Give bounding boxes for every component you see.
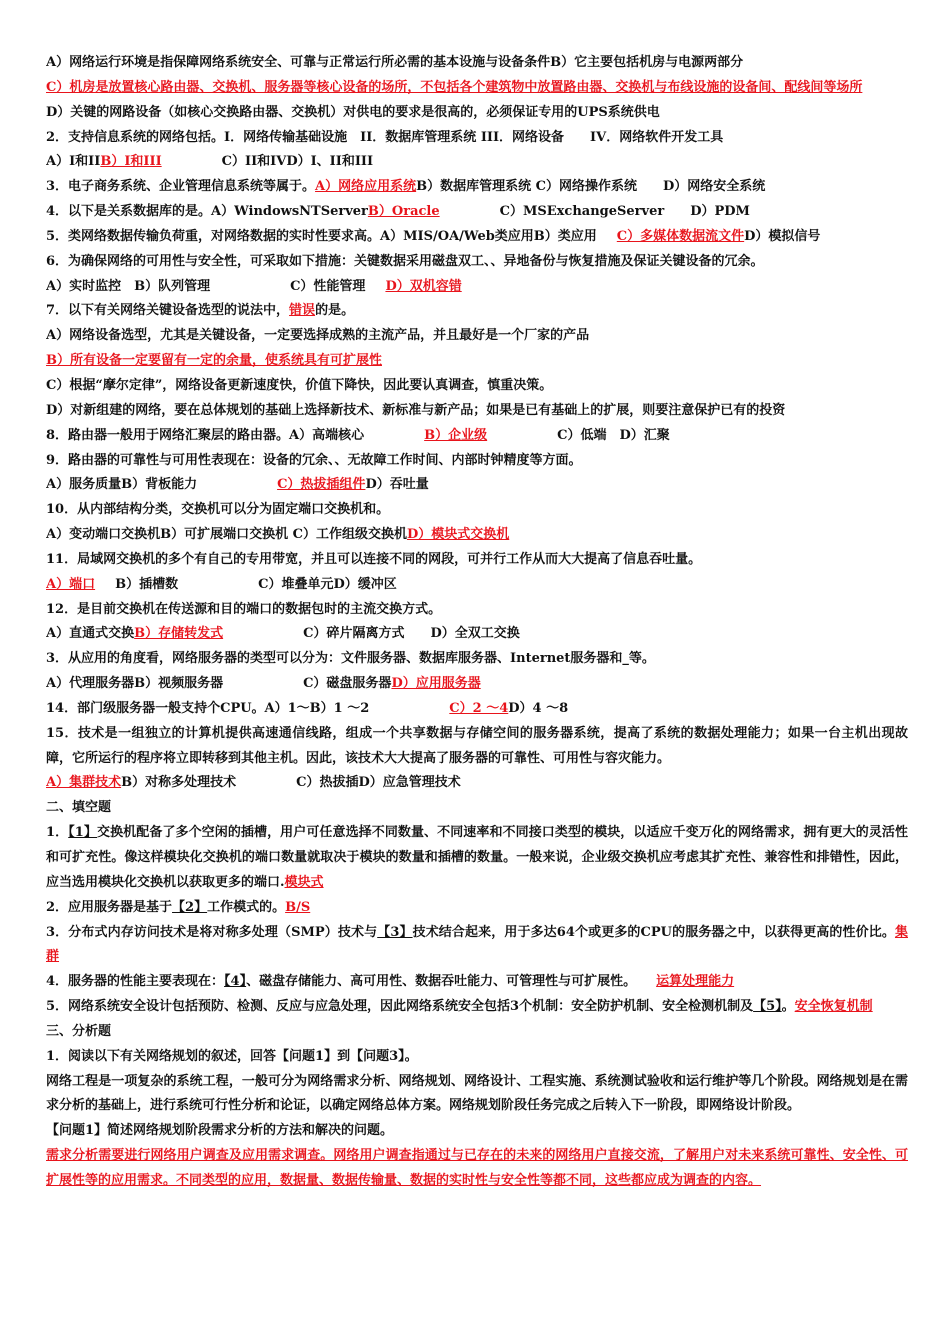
blank-4: 【4】 (224, 974, 247, 990)
fill-2: 2．应用服务器是基于【2】工作模式的。B/S (46, 899, 311, 915)
q2-options: A）Ⅰ和IIB）Ⅰ和III C）II和IVD）Ⅰ、II和III (46, 154, 374, 170)
blank-1: 【1】 (68, 825, 98, 841)
fill-4: 4．服务器的性能主要表现在：【4】、磁盘存储能力、高可用性、数据吞吐能力、可管理性与可扩展性。 运算处理能力 (46, 974, 735, 990)
q7-option-d: D）对新组建的网络，要在总体规划的基础上选择新技术、新标准与新产品；如果是已有基础上的扩展，则要注意保护已有的投资 (46, 402, 786, 418)
q4: 4．以下是关系数据库的是。A）WindowsNTServerB）Oracle C）MSExchangeServer D）PDM (46, 204, 750, 220)
q14: 14．部门级服务器一般支持个CPU。A）1～B）1 ～2 C）2 ～4D）4 ～8 (46, 700, 569, 716)
section-fill-in-title: 二、填空题 (46, 800, 112, 816)
q6-stem: 6．为确保网络的可用性与安全性，可采取如下措施：关键数据采用磁盘双工、、异地备份与恢复措施及保证关键设备的冗余。 (46, 253, 764, 269)
q13-answer: D）应用服务器 (391, 676, 481, 692)
q5: 5．类网络数据传输负荷重，对网络数据的实时性要求高。A）MIS/OA/Web类应用B）类应用 C）多媒体数据流文件D）模拟信号 (46, 228, 821, 244)
q9-answer: C）热拔插组件 (277, 477, 366, 493)
q6-answer: D）双机容错 (385, 278, 462, 294)
q7-option-c: C）根据“摩尔定律”，网络设备更新速度快，价值下降快，因此要认真调查，慎重决策。 (46, 377, 553, 393)
q4-answer: B）Oracle (367, 204, 440, 220)
q7-option-b-answer: B）所有设备一定要留有一定的余量，使系统具有可扩展性 (46, 353, 382, 369)
q12-answer: B）存储转发式 (134, 626, 224, 642)
q1-option-ab: A）网络运行环境是指保障网络系统安全、可靠与正常运行所必需的基本设施与设备条件B）它主要包括机房与电源两部分 (46, 55, 744, 70)
q10-stem: 10．从内部结构分类，交换机可以分为固定端口交换机和。 (46, 502, 390, 518)
q12-options: A）直通式交换B）存储转发式 C）碎片隔离方式 D）全双工交换 (46, 626, 520, 642)
q11-options: A）端口 B）插槽数 C）堆叠单元D）缓冲区 (46, 576, 397, 592)
q12-stem: 12．是目前交换机在传送源和目的端口的数据包时的主流交换方式。 (46, 601, 442, 617)
fill-5: 5．网络系统安全设计包括预防、检测、反应与应急处理，因此网络系统安全包括3个机制：安全防护机制、安全检测机制及【5】。安全恢复机制 (46, 999, 873, 1015)
q7-stem: 7．以下有关网络关键设备选型的说法中，错误的是。 (46, 303, 355, 319)
q3: 3．电子商务系统、企业管理信息系统等属于。A）网络应用系统B）数据库管理系统 C）网络操作系统 D）网络安全系统 (46, 179, 766, 195)
fill-1: 1．【1】交换机配备了多个空闲的插槽，用户可任意选择不同数量、不同速率和不同接口类型的模块，以适应千变万化的网络需求，拥有更大的灵活性和可扩充性。像这样模块化交换机的端口数量就取决于模块的数量和插槽的数量。一般来说，企业级交换机应考虑其扩充性、兼容性和排错性，因此，应当选用模块化交换机以获取更多的端口.模块式 (46, 825, 908, 890)
q7-option-a: A）网络设备选型，尤其是关键设备，一定要选择成熟的主流产品，并且最好是一个厂家的产品 (46, 328, 590, 344)
q3-answer: A）网络应用系统 (315, 179, 417, 195)
q10-answer: D）模块式交换机 (406, 527, 510, 543)
q5-answer: C）多媒体数据流文件 (616, 228, 745, 244)
blank-5: 【5】 (753, 999, 782, 1015)
q7-keyword: 错误 (289, 303, 316, 319)
q11-stem: 11．局域网交换机的多个有自己的专用带宽，并且可以连接不同的网段，可并行工作从而大大提高了信息吞吐量。 (46, 551, 702, 567)
q15-options: A）集群技术B）对称多处理技术 C）热拔插D）应急管理技术 (46, 775, 461, 791)
fill-1-answer: 模块式 (284, 874, 324, 890)
q9-stem: 9．路由器的可靠性与可用性表现在：设备的冗余、、无故障工作时间、内部时钟精度等方面。 (46, 452, 582, 468)
q15-answer: A）集群技术 (46, 775, 122, 791)
fill-2-answer: B/S (285, 899, 311, 915)
q13-options: A）代理服务器B）视频服务器 C）磁盘服务器D）应用服务器 (46, 676, 481, 692)
fill-5-answer: 安全恢复机制 (794, 999, 873, 1015)
analysis-1-question-1: 【问题1】简述网络规划阶段需求分析的方法和解决的问题。 (46, 1123, 394, 1139)
q2-stem: 2．支持信息系统的网络包括。Ⅰ．网络传输基础设施 II．数据库管理系统 III．网络设备 IV．网络软件开发工具 (46, 129, 724, 145)
q10-options: A）变动端口交换机B）可扩展端口交换机 C）工作组级交换机D）模块式交换机 (46, 527, 510, 543)
q11-answer: A）端口 (46, 576, 96, 592)
q1-option-d: D）关键的网路设备（如核心交换路由器、交换机）对供电的要求是很高的，必须保证专用的UPS系统供电 (46, 104, 660, 120)
q1-option-c-answer: C）机房是放置核心路由器、交换机、服务器等核心设备的场所，不包括各个建筑物中放置路由器、交换机与布线设施的设备间、配线间等场所 (46, 79, 863, 95)
blank-2: 【2】 (172, 899, 208, 915)
document-page (46, 51, 908, 1194)
q6-options: A）实时监控 B）队列管理 C）性能管理 D）双机容错 (46, 278, 462, 294)
q13-stem: 3．从应用的角度看，网络服务器的类型可以分为：文件服务器、数据库服务器、Internet服务器和_等。 (46, 651, 655, 667)
q14-answer: C）2 ～4 (449, 700, 509, 716)
fill-3-answer: 集群 (46, 924, 908, 965)
analysis-1-context: 网络工程是一项复杂的系统工程，一般可分为网络需求分析、网络规划、网络设计、工程实施、系统测试验收和运行维护等几个阶段。网络规划是在需求分析的基础上，进行系统可行性分析和论证，以确定网络总体方案。网络规划阶段任务完成之后转入下一阶段，即网络设计阶段。 (46, 1073, 908, 1114)
q8: 8．路由器一般用于网络汇聚层的路由器。A）高端核心 B）企业级 C）低端 D）汇聚 (46, 427, 670, 443)
section-analysis-title: 三、分析题 (46, 1023, 112, 1039)
q8-answer: B）企业级 (424, 427, 488, 443)
blank-3: 【3】 (377, 924, 413, 940)
analysis-1-answer-1: 需求分析需要进行网络用户调查及应用需求调查。网络用户调查指通过与已存在的未来的网络用户直接交流，了解用户对未来系统可靠性、安全性、可扩展性等的应用需求。不同类型的应用，数据量、数据传输量、数据的实时性与安全性等都不同，这些都应成为调查的内容。 (46, 1148, 908, 1188)
q9-options: A）服务质量B）背板能力 C）热拔插组件D）吞吐量 (46, 477, 429, 493)
fill-3: 3．分布式内存访问技术是将对称多处理（SMP）技术与【3】技术结合起来，用于多达64个或更多的CPU的服务器之中，以获得更高的性价比。集群 (46, 924, 908, 965)
q15-stem: 15．技术是一组独立的计算机提供高速通信线路，组成一个共享数据与存储空间的服务器系统，提高了系统的数据处理能力；如果一台主机出现故障，它所运行的程序将立即转移到其他主机。因此，该技术大大提高了服务器的可靠性、可用性与容灾能力。 (46, 725, 908, 766)
q2-answer: B）Ⅰ和III (100, 154, 162, 170)
analysis-1-stem: 1．阅读以下有关网络规划的叙述，回答【问题1】到【问题3】。 (46, 1048, 418, 1064)
fill-4-answer: 运算处理能力 (656, 974, 735, 990)
